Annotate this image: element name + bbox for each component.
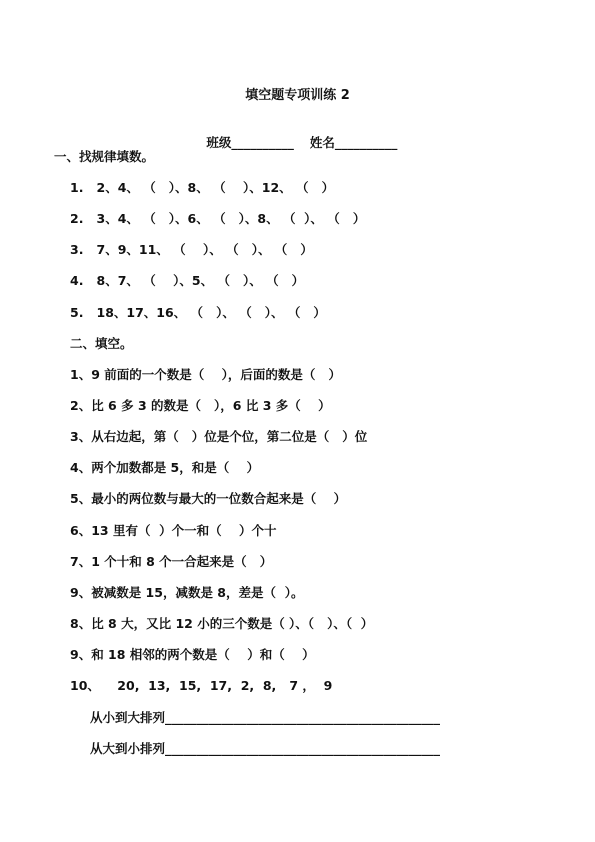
fill-question-9: 8、比 8 大，又比 12 小的三个数是（ ）、（ ）、（ ） bbox=[70, 616, 374, 631]
worksheet-title: 填空题专项训练 2 bbox=[245, 88, 350, 103]
fill-question-6: 6、13 里有（ ）个一和（ ）个十 bbox=[70, 523, 277, 538]
pattern-question-2: 2. 3、4、 （ ）、6、 （ ）、8、 （ ）、 （ ） bbox=[70, 211, 366, 226]
name-field: 姓名__________ bbox=[309, 135, 398, 150]
fill-question-11: 10、 20, 13, 15, 17, 2, 8, 7 ， 9 bbox=[70, 678, 333, 693]
pattern-question-1: 1. 2、4、 （ ）、8、 （ ）、12、 （ ） bbox=[70, 180, 335, 195]
pattern-question-3: 3. 7、9、11、 （ ）、 （ ）、 （ ） bbox=[70, 242, 313, 257]
fill-question-8: 9、被减数是 15，减数是 8，差是（ ）。 bbox=[70, 585, 304, 600]
fill-question-10: 9、和 18 相邻的两个数是（ ）和（ ） bbox=[70, 647, 315, 662]
fill-question-7: 7、1 个十和 8 个一合起来是（ ） bbox=[70, 554, 273, 569]
class-name-header bbox=[0, 119, 595, 151]
fill-question-5: 5、最小的两位数与最大的一位数合起来是（ ） bbox=[70, 491, 347, 506]
sort-small-to-large-line: 从小到大排列____________________________________________ bbox=[90, 710, 441, 725]
fill-question-1: 1、9 前面的一个数是（ ），后面的数是（ ） bbox=[70, 367, 341, 382]
section2-heading: 二、填空。 bbox=[70, 336, 133, 351]
fill-question-4: 4、两个加数都是 5，和是（ ） bbox=[70, 460, 260, 475]
section1-heading: 一、找规律填数。 bbox=[54, 149, 155, 164]
sort-large-to-small-line: 从大到小排列____________________________________________ bbox=[90, 741, 441, 756]
fill-question-2: 2、比 6 多 3 的数是（ ），6 比 3 多（ ） bbox=[70, 398, 331, 413]
fill-question-3: 3、从右边起，第（ ）位是个位，第二位是（ ）位 bbox=[70, 429, 368, 444]
pattern-question-5: 5. 18、17、16、 （ ）、 （ ）、 （ ） bbox=[70, 305, 326, 320]
pattern-question-4: 4. 8、7、 （ ）、5、 （ ）、 （ ） bbox=[70, 273, 305, 288]
class-field: 班级__________ bbox=[206, 135, 294, 150]
